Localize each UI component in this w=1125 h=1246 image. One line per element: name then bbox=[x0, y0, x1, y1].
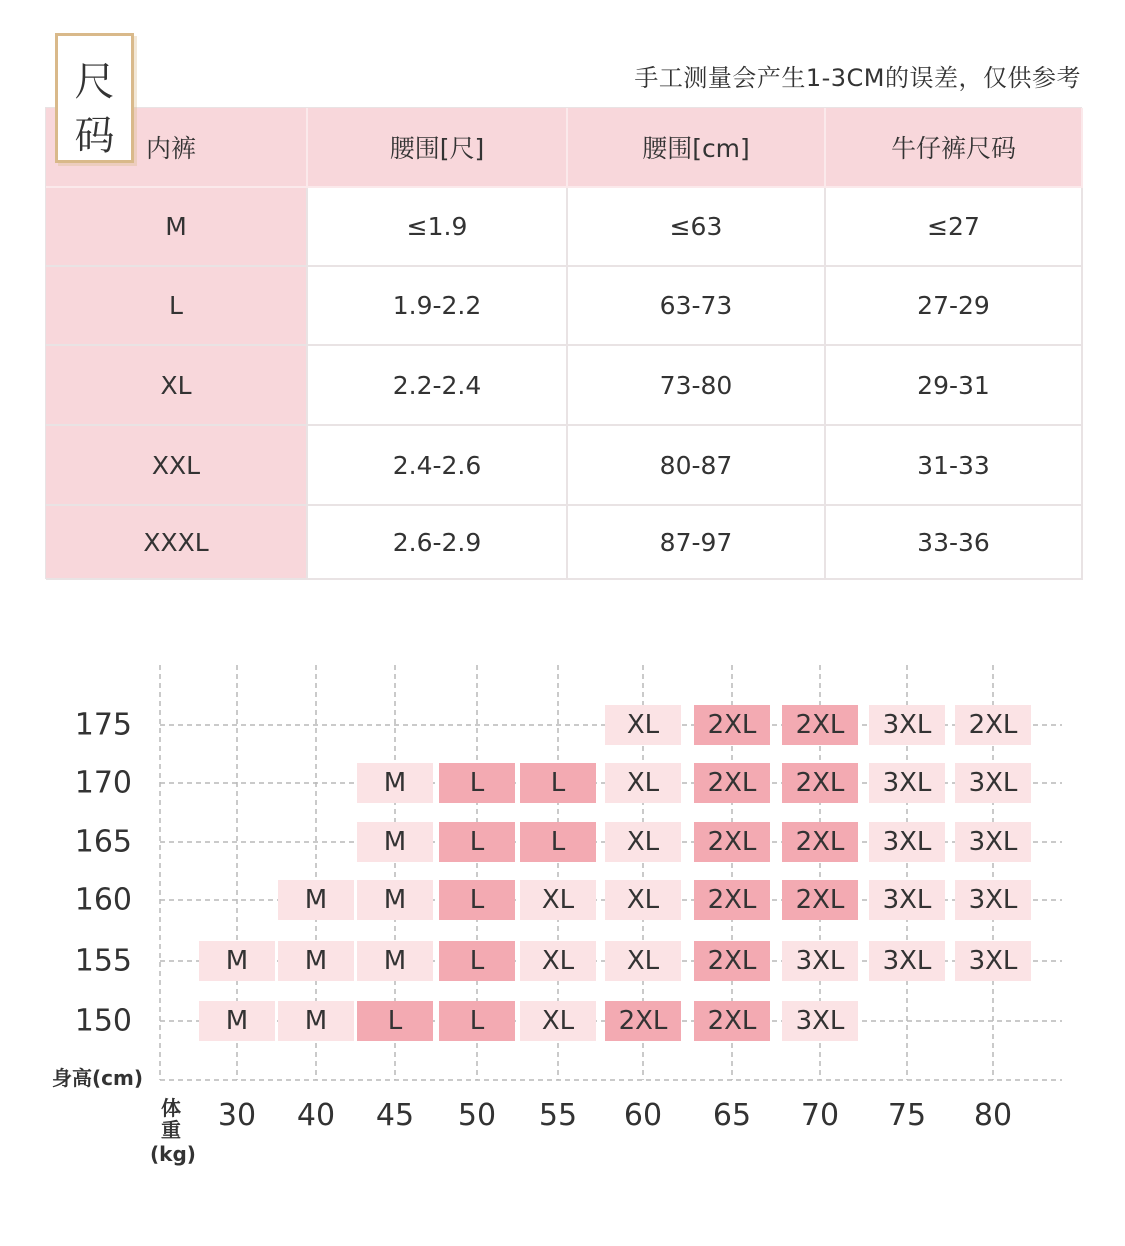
table-cell: 87-97 bbox=[568, 506, 826, 580]
size-chip: L bbox=[439, 1001, 515, 1041]
size-chip: 3XL bbox=[869, 822, 945, 862]
size-chip: L bbox=[439, 763, 515, 803]
size-chip: XL bbox=[605, 763, 681, 803]
size-chip: 2XL bbox=[605, 1001, 681, 1041]
size-chip: 3XL bbox=[955, 822, 1031, 862]
size-chip: M bbox=[357, 822, 433, 862]
size-chip: 2XL bbox=[694, 1001, 770, 1041]
y-tick-label: 150 bbox=[74, 1003, 132, 1039]
table-cell: 2.4-2.6 bbox=[308, 426, 568, 506]
table-cell: 80-87 bbox=[568, 426, 826, 506]
y-tick-label: 160 bbox=[74, 882, 132, 918]
size-table bbox=[45, 107, 1082, 579]
size-chip: 2XL bbox=[782, 763, 858, 803]
height-weight-chart bbox=[0, 640, 1125, 1200]
measurement-note: 手工测量会产生1-3CM的误差，仅供参考 bbox=[634, 64, 1081, 92]
table-cell: 31-33 bbox=[826, 426, 1083, 506]
table-cell: 27-29 bbox=[826, 267, 1083, 346]
table-cell: 33-36 bbox=[826, 506, 1083, 580]
x-axis-title-2: 重 bbox=[161, 1118, 181, 1142]
x-axis-title-3: (kg) bbox=[150, 1142, 196, 1166]
size-chip: 2XL bbox=[694, 822, 770, 862]
size-chip: M bbox=[278, 880, 354, 920]
badge-char-2: 码 bbox=[74, 113, 115, 159]
size-chip: L bbox=[439, 822, 515, 862]
size-chip: L bbox=[439, 941, 515, 981]
size-chip: M bbox=[357, 763, 433, 803]
size-chip: M bbox=[278, 1001, 354, 1041]
table-header-cell: 腰围[尺] bbox=[308, 108, 568, 188]
size-chip: L bbox=[439, 880, 515, 920]
table-cell: ≤27 bbox=[826, 188, 1083, 267]
x-axis-title-1: 体 bbox=[161, 1096, 181, 1120]
size-chip: L bbox=[520, 822, 596, 862]
table-cell: 2.6-2.9 bbox=[308, 506, 568, 580]
size-chip: M bbox=[357, 941, 433, 981]
size-chip: M bbox=[278, 941, 354, 981]
size-chip: 2XL bbox=[782, 705, 858, 745]
y-tick-label: 155 bbox=[74, 943, 132, 979]
size-chip: XL bbox=[605, 822, 681, 862]
size-chip: L bbox=[520, 763, 596, 803]
table-cell: 73-80 bbox=[568, 346, 826, 426]
table-cell: 2.2-2.4 bbox=[308, 346, 568, 426]
y-tick-label: 175 bbox=[74, 707, 132, 743]
badge-char-1: 尺 bbox=[74, 59, 115, 105]
size-chip: 3XL bbox=[869, 763, 945, 803]
size-chip: XL bbox=[520, 941, 596, 981]
size-chip: 3XL bbox=[869, 705, 945, 745]
size-chip: M bbox=[199, 941, 275, 981]
x-tick-label: 75 bbox=[887, 1098, 927, 1133]
size-chip: 2XL bbox=[694, 880, 770, 920]
size-chip: XL bbox=[605, 880, 681, 920]
size-chip: XL bbox=[605, 705, 681, 745]
y-axis-title: 身高(cm) bbox=[52, 1066, 143, 1090]
x-tick-label: 55 bbox=[538, 1098, 578, 1133]
size-chip: XL bbox=[520, 1001, 596, 1041]
size-chip: 2XL bbox=[694, 941, 770, 981]
x-tick-label: 80 bbox=[973, 1098, 1013, 1133]
x-tick-label: 65 bbox=[712, 1098, 752, 1133]
size-chip: XL bbox=[520, 880, 596, 920]
size-chip: M bbox=[357, 880, 433, 920]
size-chip: 3XL bbox=[955, 880, 1031, 920]
table-row-size: XXXL bbox=[46, 506, 308, 580]
size-chip: 2XL bbox=[694, 705, 770, 745]
table-header-cell: 牛仔裤尺码 bbox=[826, 108, 1083, 188]
table-row-size: XL bbox=[46, 346, 308, 426]
y-tick-label: 165 bbox=[74, 824, 132, 860]
size-chip: 2XL bbox=[694, 763, 770, 803]
table-row-size: XXL bbox=[46, 426, 308, 506]
x-tick-label: 45 bbox=[375, 1098, 415, 1133]
size-chip: 2XL bbox=[782, 880, 858, 920]
table-cell: 29-31 bbox=[826, 346, 1083, 426]
size-chip: 3XL bbox=[869, 880, 945, 920]
size-chip: 3XL bbox=[782, 1001, 858, 1041]
size-badge bbox=[55, 33, 134, 163]
table-cell: ≤1.9 bbox=[308, 188, 568, 267]
size-chip: 3XL bbox=[955, 763, 1031, 803]
y-tick-label: 170 bbox=[74, 765, 132, 801]
size-chip: 3XL bbox=[782, 941, 858, 981]
size-chip: L bbox=[357, 1001, 433, 1041]
x-tick-label: 50 bbox=[457, 1098, 497, 1133]
table-header-cell: 腰围[cm] bbox=[568, 108, 826, 188]
table-cell: 63-73 bbox=[568, 267, 826, 346]
size-chip: 3XL bbox=[955, 941, 1031, 981]
x-tick-label: 30 bbox=[217, 1098, 257, 1133]
table-cell: 1.9-2.2 bbox=[308, 267, 568, 346]
size-chip: XL bbox=[605, 941, 681, 981]
table-row-size: M bbox=[46, 188, 308, 267]
table-cell: ≤63 bbox=[568, 188, 826, 267]
size-chip: 2XL bbox=[782, 822, 858, 862]
x-tick-label: 40 bbox=[296, 1098, 336, 1133]
table-header-cell: 内裤 bbox=[46, 108, 308, 188]
x-tick-label: 70 bbox=[800, 1098, 840, 1133]
size-chip: 3XL bbox=[869, 941, 945, 981]
table-row-size: L bbox=[46, 267, 308, 346]
size-chip: M bbox=[199, 1001, 275, 1041]
x-tick-label: 60 bbox=[623, 1098, 663, 1133]
size-chip: 2XL bbox=[955, 705, 1031, 745]
